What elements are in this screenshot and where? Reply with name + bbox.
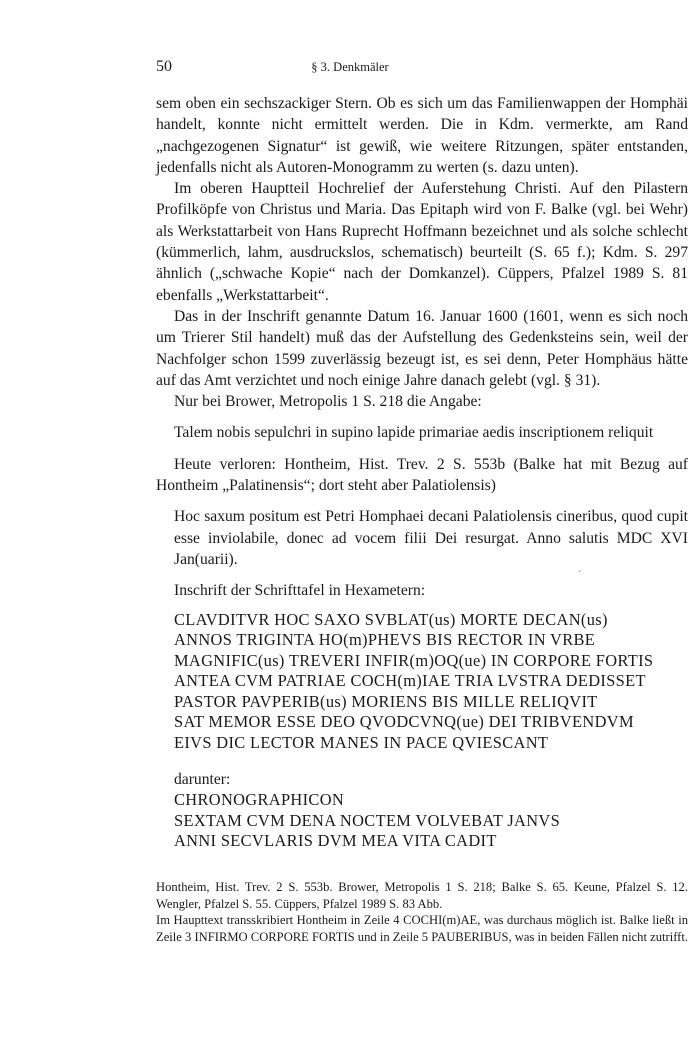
margin-mark: ˊ [578, 570, 582, 581]
paragraph-2: Im oberen Hauptteil Hochrelief der Auferstehung Christi. Auf den Pilastern Profilköpfe von Christus und Maria. Das Epitaph wird von F. Balke (vgl. bei Wehr) als Werkstattarbeit von Hans Ruprecht Hoffmann bezeichnet und als solche schlecht (kümmerlich, lahm, ausdruckslos, schematisch) beurteilt (S. 65 f.); Kdm. S. 297 ähnlich („schwache Kopie“ nach der Domkanzel). Cüppers, Pfalzel 1989 S. 81 ebenfalls „Werkstattarbeit“. [156, 180, 688, 304]
inscription-line-3: MAGNIFIC(us) TREVERI INFIR(m)OQ(ue) IN CORPORE FORTIS [174, 650, 654, 670]
inscription-line-7: EIVS DIC LECTOR MANES IN PACE QVIESCANT [174, 732, 549, 752]
inscription-line-5: PASTOR PAVPERIB(us) MORIENS BIS MILLE RELIQVIT [174, 691, 598, 711]
latin-quote-brower: Talem nobis sepulchri in supino lapide primariae aedis inscriptionem reliquit [174, 424, 654, 442]
chronogram-line-1: CHRONOGRAPHICON [174, 790, 345, 810]
latin-quote-hontheim: Hoc saxum positum est Petri Homphaei decani Palatiolensis cineribus, quod cupit esse inviolabile, donec ad vocem filii Dei resurgat. Anno salutis MDC XVI Jan(uarii). [174, 508, 688, 568]
inscription-line-2: ANNOS TRIGINTA HO(m)PHEVS BIS RECTOR IN VRBE [174, 630, 596, 650]
page-number: 50 [156, 58, 172, 75]
footnote-sources: Hontheim, Hist. Trev. 2 S. 553b. Brower, Metropolis 1 S. 218; Balke S. 65. Keune, Pfalzel S. 12. Wengler, Pfalzel S. 55. Cüppers, Pfalzel 1989 S. 83 Abb. [156, 880, 688, 911]
inscription-line-6: SAT MEMOR ESSE DEO QVODCVNQ(ue) DEI TRIBVENDVM [174, 712, 634, 732]
paragraph-1: sem oben ein sechszackiger Stern. Ob es sich um das Familienwappen der Homphäi handelt, konnte nicht ermittelt werden. Die in Kdm. vermerkte, am Rand „nachgezogenen Signatur“ ist gewiß, wie weitere Ritzungen, später entstanden, jedenfalls nicht als Autoren-Monogramm zu werten (s. dazu unten). [156, 95, 688, 176]
inscription-line-1: CLAVDITVR HOC SAXO SVBLAT(us) MORTE DECAN(us) [174, 609, 608, 629]
chronogram-block [174, 769, 688, 852]
footnotes [156, 879, 688, 945]
chronogram-lines [174, 790, 688, 852]
running-head: § 3. Denkmäler [311, 60, 389, 74]
hexameter-inscription [174, 610, 688, 754]
paragraph-3: Das in der Inschrift genannte Datum 16. Januar 1600 (1601, wenn es sich noch um Trierer Stil handelt) muß das der Aufstellung des Gedenksteins sein, weil der Nachfolger schon 1599 zuverlässig bezeugt ist, es sei denn, Peter Homphäus hätte auf das Amt verzichtet und noch einige Jahre danach gelebt (vgl. § 31). [156, 307, 688, 389]
footnote-transcription: Im Haupttext transskribiert Hontheim in Zeile 4 COCHI(m)AE, was durchaus möglich ist. Balke ließt in Zeile 3 INFIRMO CORPORE FORTIS und in Zeile 5 PAUBERIBUS, was in beiden Fällen nicht zutrifft. [156, 913, 689, 944]
chronogram-line-2: SEXTAM CVM DENA NOCTEM VOLVEBAT JANVS [174, 810, 561, 830]
main-text [156, 93, 688, 852]
darunter-label: darunter: [174, 771, 231, 789]
inscription-line-4: ANTEA CVM PATRIAE COCH(m)IAE TRIA LVSTRA DEDISSET [174, 671, 646, 691]
inscription-intro: Inschrift der Schrifttafel in Hexametern: [174, 582, 426, 600]
paragraph-5: Heute verloren: Hontheim, Hist. Trev. 2 S. 553b (Balke hat mit Bezug auf Hontheim „Palatinensis“; dort steht aber Palatiolensis) [156, 455, 688, 495]
chronogram-line-3: ANNI SECVLARIS DVM MEA VITA CADIT [174, 831, 497, 851]
paragraph-4: Nur bei Brower, Metropolis 1 S. 218 die Angabe: [174, 393, 482, 411]
